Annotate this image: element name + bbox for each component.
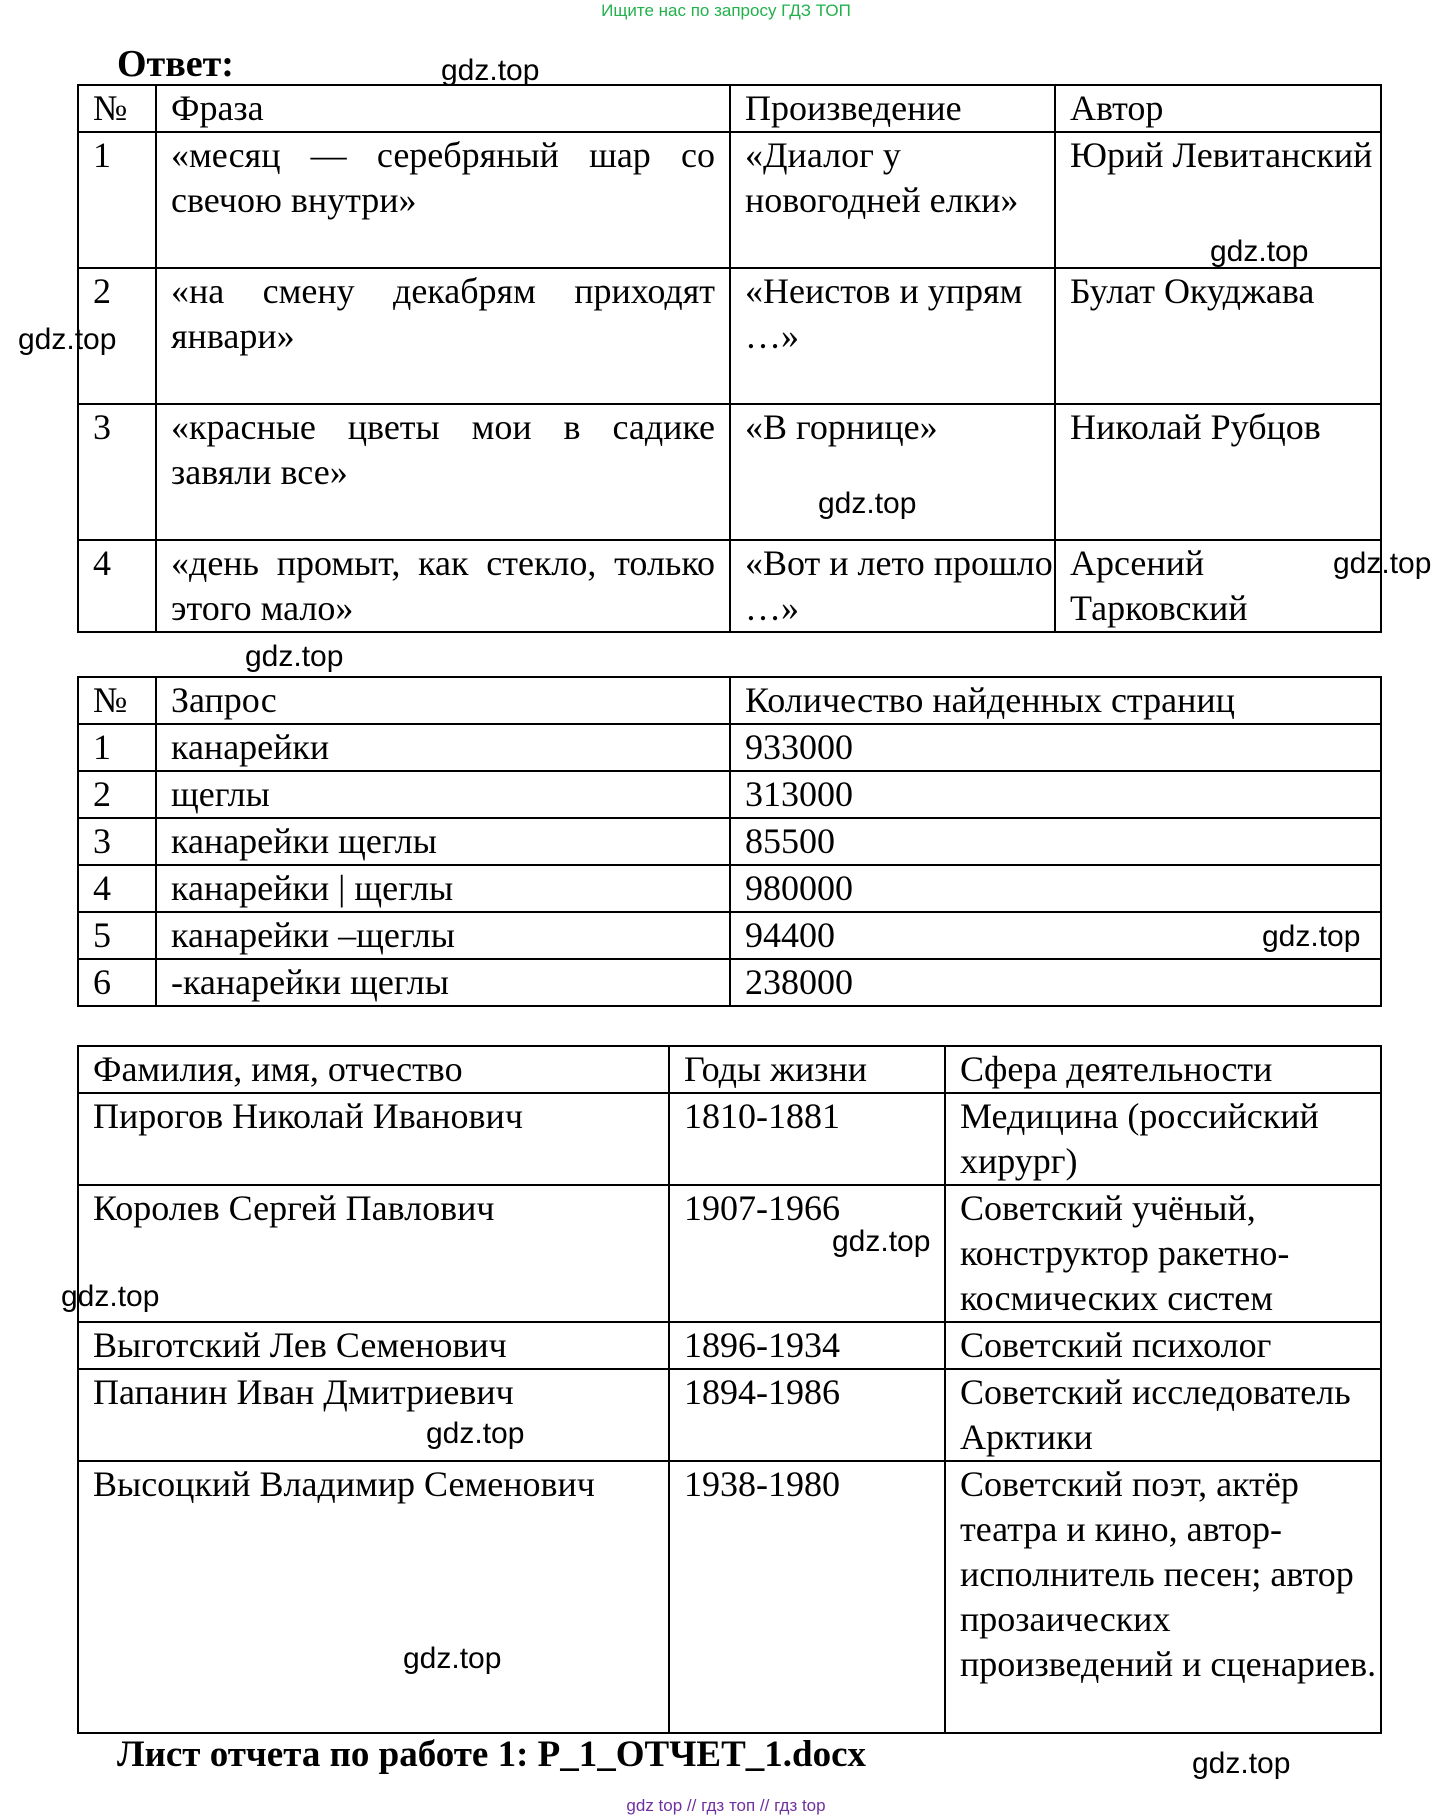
count-cell: 313000 [730,771,1381,818]
watermark: gdz.top [403,1642,502,1675]
table-row [78,404,1381,540]
table-row [78,865,1381,912]
bottom-note: gdz top // гдз топ // гдз top [626,1796,826,1815]
name-cell: Королев Сергей Павлович [78,1185,669,1322]
persons-table [77,1045,1382,1734]
field-cell: Советский психолог [945,1322,1381,1369]
row-number: 1 [78,724,156,771]
count-cell: 85500 [730,818,1381,865]
table-row [78,1185,1381,1322]
header-cell: Фамилия, имя, отчество [78,1046,669,1093]
work-cell: «Неистов и упрям …» [730,268,1055,404]
header-cell: Количество найденных страниц [730,677,1381,724]
table-row [78,540,1381,632]
author-cell: Николай Рубцов [1055,404,1381,540]
phrase-cell: «день промыт, как стекло, только этого мало» [156,540,730,632]
header-cell: № [78,677,156,724]
count-cell: 933000 [730,724,1381,771]
watermark: gdz.top [1192,1747,1291,1780]
work-cell: «Вот и лето прошло …» [730,540,1055,632]
table-row [78,132,1381,268]
table-row [78,771,1381,818]
table-row [78,959,1381,1006]
name-cell: Папанин Иван Дмитриевич [78,1369,669,1461]
author-cell: Арсений Тарковский [1055,540,1381,632]
watermark: gdz.top [245,640,344,673]
years-cell: 1810-1881 [669,1093,945,1185]
years-cell: 1894-1986 [669,1369,945,1461]
watermark: gdz.top [1262,920,1361,953]
query-cell: щеглы [156,771,730,818]
report-footer: Лист отчета по работе 1: P_1_ОТЧЕТ_1.docx [117,1734,866,1775]
phrase-cell: «красные цветы мои в садике завяли все» [156,404,730,540]
table-row [78,1322,1381,1369]
watermark: gdz.top [426,1417,525,1450]
row-number: 1 [78,132,156,268]
table-row [78,268,1381,404]
table-header-row [78,85,1381,132]
table-header-row [78,677,1381,724]
phrases-table [77,84,1382,633]
query-cell: канарейки щеглы [156,818,730,865]
phrase-cell: «на смену декабрям приходят январи» [156,268,730,404]
row-number: 4 [78,540,156,632]
row-number: 4 [78,865,156,912]
field-cell: Советский учёный, конструктор ракетно-космических систем [945,1185,1381,1322]
work-cell: «В горнице» [730,404,1055,540]
answer-label: Ответ: [117,43,234,85]
top-note: Ищите нас по запросу ГДЗ ТОП [601,1,851,20]
query-cell: канарейки [156,724,730,771]
field-cell: Медицина (российский хирург) [945,1093,1381,1185]
table-header-row [78,1046,1381,1093]
years-cell: 1938-1980 [669,1461,945,1733]
field-cell: Советский поэт, актёр театра и кино, автор-исполнитель песен; автор прозаических произведений и сценариев. [945,1461,1381,1733]
author-cell: Юрий Левитанский [1055,132,1381,268]
row-number: 2 [78,268,156,404]
watermark: gdz.top [18,323,117,356]
years-cell: 1896-1934 [669,1322,945,1369]
row-number: 6 [78,959,156,1006]
header-cell: Фраза [156,85,730,132]
author-cell: Булат Окуджава [1055,268,1381,404]
header-cell: № [78,85,156,132]
header-cell: Запрос [156,677,730,724]
years-cell: 1907-1966 [669,1185,945,1322]
header-cell: Сфера деятельности [945,1046,1381,1093]
header-cell: Произведение [730,85,1055,132]
header-cell: Годы жизни [669,1046,945,1093]
count-cell: 980000 [730,865,1381,912]
table-row [78,912,1381,959]
watermark: gdz.top [441,54,540,87]
watermark: gdz.top [1210,235,1309,268]
name-cell: Пирогов Николай Иванович [78,1093,669,1185]
query-cell: канарейки | щеглы [156,865,730,912]
name-cell: Выготский Лев Семенович [78,1322,669,1369]
count-cell: 238000 [730,959,1381,1006]
header-cell: Автор [1055,85,1381,132]
search-queries-table [77,676,1382,1007]
table-row [78,1461,1381,1733]
row-number: 5 [78,912,156,959]
watermark: gdz.top [1333,547,1432,580]
work-cell: «Диалог у новогодней елки» [730,132,1055,268]
phrase-cell: «месяц — серебряный шар со свечою внутри» [156,132,730,268]
name-cell: Высоцкий Владимир Семенович [78,1461,669,1733]
watermark: gdz.top [61,1280,160,1313]
table-row [78,1093,1381,1185]
row-number: 3 [78,818,156,865]
query-cell: -канарейки щеглы [156,959,730,1006]
table-row [78,1369,1381,1461]
row-number: 2 [78,771,156,818]
row-number: 3 [78,404,156,540]
watermark: gdz.top [832,1225,931,1258]
count-cell: 94400 [730,912,1381,959]
table-row [78,818,1381,865]
table-row [78,724,1381,771]
field-cell: Советский исследователь Арктики [945,1369,1381,1461]
watermark: gdz.top [818,487,917,520]
query-cell: канарейки –щеглы [156,912,730,959]
